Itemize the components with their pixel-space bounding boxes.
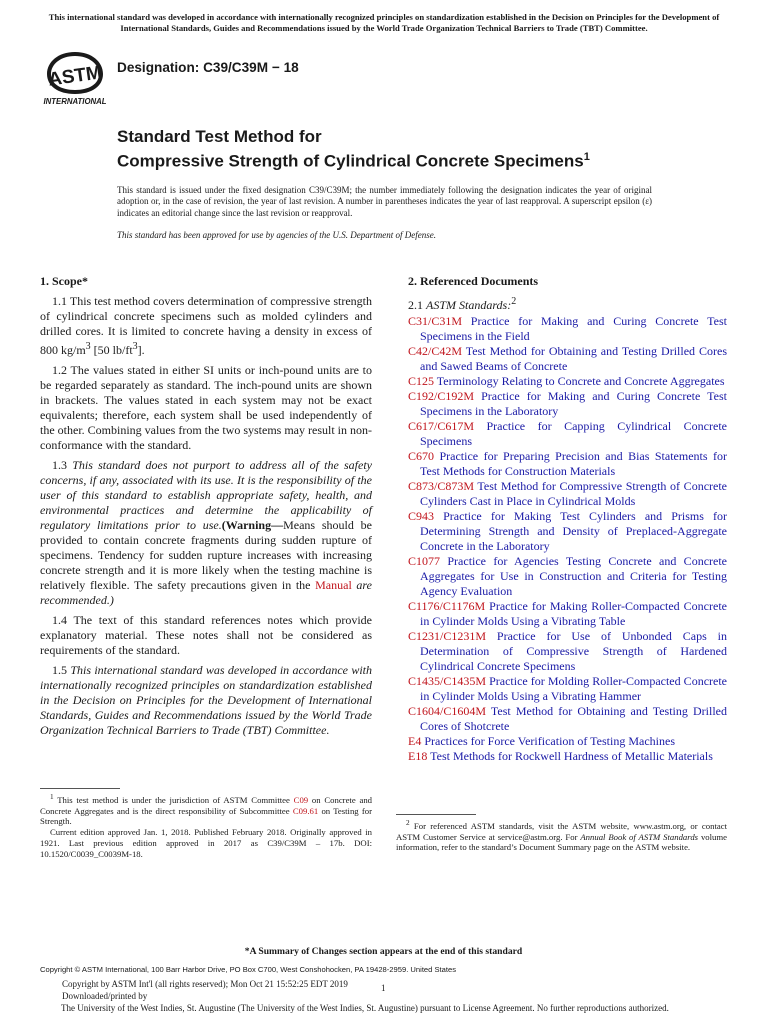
reference-item — [408, 749, 727, 764]
reference-title-link[interactable]: Test Method for Obtaining and Testing Drilled Cores of Shotcrete — [420, 704, 727, 733]
copyright-line: Copyright © ASTM International, 100 Barr Harbor Drive, PO Box C700, West Conshohocken, PA 19428-2959. United States — [40, 965, 457, 974]
reference-code-link[interactable]: E18 — [408, 749, 428, 763]
reference-item — [408, 734, 727, 749]
summary-of-changes-note: *A Summary of Changes section appears at the end of this standard — [244, 946, 523, 957]
reference-code-link[interactable]: C42/C42M — [408, 344, 463, 358]
scope-para-1-3: 1.3 This standard does not purport to address all of the safety concerns, if any, associated with its use. It is the responsibility of the user of this standard to establish appropriate safety, health, and environmental practices and determine the applicability of regulatory limitations prior to use.(Warning—Means should be provided to contain concrete fragments during sudden rupture of specimens. Tendency for sudden rupture increases with increasing concrete strength and it is more likely when the testing machine is relatively flexible. The safety precautions given in the Manual are recommended.) — [40, 458, 373, 607]
reference-code-link[interactable]: C670 — [408, 449, 435, 463]
page-number: 1 — [381, 983, 386, 993]
footer-downloaded-by: Downloaded/printed by — [62, 991, 148, 1001]
reference-code-link[interactable]: C1176/C1176M — [408, 599, 486, 613]
scope-para-1-1: 1.1 This test method covers determination of compressive strength of cylindrical concrete specimens such as molded cylinders and drilled cores. It is limited to concrete having a density in excess of 800 $kg/m^3$ [50 $lb/ft^3$]. — [40, 294, 372, 357]
reference-code-link[interactable]: C192/C192M — [408, 389, 475, 403]
scope-para-1-4: 1.4 The text of this standard references notes which provide explanatory material. These notes shall not be considered as requirements of the standard. — [40, 613, 372, 657]
astm-international-logo — [40, 50, 110, 106]
footnote-1-para-2: Current edition approved Jan. 1, 2018. Published February 2018. Originally approved in 1921. Last previous edition approved in 2017 as C39/C39M – 17b. DOI: 10.1520/C0039_C0039M-18. — [40, 827, 372, 859]
referenced-documents-section — [408, 274, 727, 764]
reference-title-link[interactable]: Test Methods for Rockwell Hardness of Metallic Materials — [427, 749, 713, 763]
designation: Designation: C39/C39M − 18 — [117, 60, 299, 75]
reference-code-link[interactable]: C125 — [408, 374, 435, 388]
reference-item — [408, 419, 727, 449]
reference-title-link[interactable]: Test Method for Compressive Strength of Concrete Cylinders Cast in Place in Cylindrical Molds — [420, 479, 727, 508]
logo-text: ASTM — [46, 62, 104, 91]
reference-title-link[interactable]: Test Method for Obtaining and Testing Drilled Cores and Sawed Beams of Concrete — [420, 344, 727, 373]
subcommittee-c09-61-link[interactable]: C09.61 — [292, 805, 319, 816]
document-title — [117, 126, 717, 172]
scope-para-1-2: 1.2 The values stated in either SI units or inch-pound units are to be regarded separately as standard. The inch-pound units are shown in brackets. The values stated in each system may not be exact equivalents; therefore, each system shall be used independently of the other. Combining values from the two systems may result in non-conformance with the standard. — [40, 363, 372, 452]
title-main: Compressive Strength of Cylindrical Concrete Specimens — [117, 151, 584, 171]
reference-code-link[interactable]: C943 — [408, 509, 435, 523]
reference-title-link[interactable]: Practice for Making Test Cylinders and Prisms for Determining Strength and Density of Preplaced-Aggregate Concrete in the Laboratory — [420, 509, 727, 553]
reference-title-link[interactable]: Practice for Preparing Precision and Bias Statements for Test Methods for Construction Materials — [420, 449, 727, 478]
dod-approval-note: This standard has been approved for use by agencies of the U.S. Department of Defense. — [117, 230, 437, 240]
reference-code-link[interactable]: C1231/C1231M — [408, 629, 487, 643]
reference-list — [408, 314, 727, 764]
reference-title-link[interactable]: Practice for Agencies Testing Concrete and Concrete Aggregates for Use in Construction and Criteria for Testing Agency Evaluation — [420, 554, 727, 598]
reference-code-link[interactable]: C1435/C1435M — [408, 674, 487, 688]
reference-item — [408, 479, 727, 509]
reference-title-link[interactable]: Practice for Making and Curing Concrete Test Specimens in the Laboratory — [420, 389, 727, 418]
footer-license: The University of the West Indies, St. Augustine (The University of the West Indies, St. Augustine) pursuant to License Agreement. No further reproductions authorized. — [61, 1003, 669, 1013]
references-heading: 2. Referenced Documents — [408, 274, 539, 288]
reference-title-link[interactable]: Practices for Force Verification of Testing Machines — [421, 734, 675, 748]
footnote-2-para: $^2$ For referenced ASTM standards, visit the ASTM website, www.astm.org, or contact ASTM Customer Service at service@astm.org. For Annual Book of ASTM Standards volume information, refer to the standard’s Document Summary page on the ASTM website. — [396, 819, 727, 853]
scope-para-1-5: 1.5 This international standard was developed in accordance with internationally recognized principles on standardization established in the Decision on Principles for the Development of International Standards, Guides and Recommendations issued by the World Trade Organization Technical Barriers to Trade (TBT) Committee. — [40, 663, 373, 737]
reference-title-link[interactable]: Terminology Relating to Concrete and Concrete Aggregates — [434, 374, 725, 388]
reference-item — [408, 509, 727, 554]
reference-title-link[interactable]: Practice for Making Roller-Compacted Concrete in Cylinder Molds Using a Vibrating Table — [420, 599, 727, 628]
scope-heading: 1. Scope* — [40, 274, 88, 288]
reference-title-link[interactable]: Practice for Capping Cylindrical Concrete Specimens — [420, 419, 727, 448]
reference-item — [408, 449, 727, 479]
title-line-1: Standard Test Method for — [117, 127, 322, 146]
reference-item — [408, 374, 727, 389]
reference-item — [408, 629, 727, 674]
reference-item — [408, 674, 727, 704]
footnote-1 — [40, 788, 372, 860]
footer-copyright-timestamp: Copyright by ASTM Int'l (all rights reserved); Mon Oct 21 15:52:25 EDT 2019 — [62, 979, 348, 989]
reference-code-link[interactable]: E4 — [408, 734, 422, 748]
reference-code-link[interactable]: C31/C31M — [408, 314, 463, 328]
astm-standards-subheading: 2.1 ASTM Standards:$^2$ — [408, 296, 517, 312]
reference-title-link[interactable]: Practice for Use of Unbonded Caps in Determination of Compressive Strength of Hardened Cylindrical Concrete Specimens — [420, 629, 727, 673]
footnote-rule-right — [396, 814, 476, 815]
issuance-note: This standard is issued under the fixed designation C39/C39M; the number immediately following the designation indicates the year of original adoption or, in the case of revision, the year of last revision. A number in parentheses indicates the year of last reapproval. A superscript epsilon (ε) indicates an editorial change since the last revision or reapproval. — [117, 185, 652, 218]
reference-code-link[interactable]: C873/C873M — [408, 479, 475, 493]
reference-title-link[interactable]: Practice for Making and Curing Concrete Test Specimens in the Field — [420, 314, 727, 343]
manual-link[interactable]: Manual — [315, 578, 352, 592]
reference-item — [408, 314, 727, 344]
footnote-2 — [396, 814, 727, 853]
scope-section — [40, 274, 372, 743]
reference-item — [408, 704, 727, 734]
title-footnote-marker: 1 — [583, 151, 590, 163]
footnote-1-para-1: $^1$ This test method is under the jurisdiction of ASTM Committee C09 on Concrete and Concrete Aggregates and is the direct responsibility of Subcommittee C09.61 on Testing for Strength. — [40, 793, 373, 827]
header-note: This international standard was developed in accordance with internationally recognized principles on standardization established in the Decision on Principles for the Development of International Standards, Guides and Recommendations issued by the World Trade Organization Technical Barriers to Trade (TBT) Committee. — [48, 12, 720, 33]
logo-subtext: INTERNATIONAL — [43, 97, 107, 106]
reference-item — [408, 344, 727, 374]
reference-code-link[interactable]: C1604/C1604M — [408, 704, 487, 718]
reference-code-link[interactable]: C617/C617M — [408, 419, 475, 433]
license-footer — [62, 978, 732, 1014]
reference-title-link[interactable]: Practice for Molding Roller-Compacted Concrete in Cylinder Molds Using a Vibrating Hammer — [420, 674, 727, 703]
title-line-2 — [117, 147, 717, 172]
footnote-rule-left — [40, 788, 120, 789]
reference-code-link[interactable]: C1077 — [408, 554, 441, 568]
reference-item — [408, 389, 727, 419]
reference-item — [408, 599, 727, 629]
committee-c09-link[interactable]: C09 — [293, 794, 309, 805]
reference-item — [408, 554, 727, 599]
